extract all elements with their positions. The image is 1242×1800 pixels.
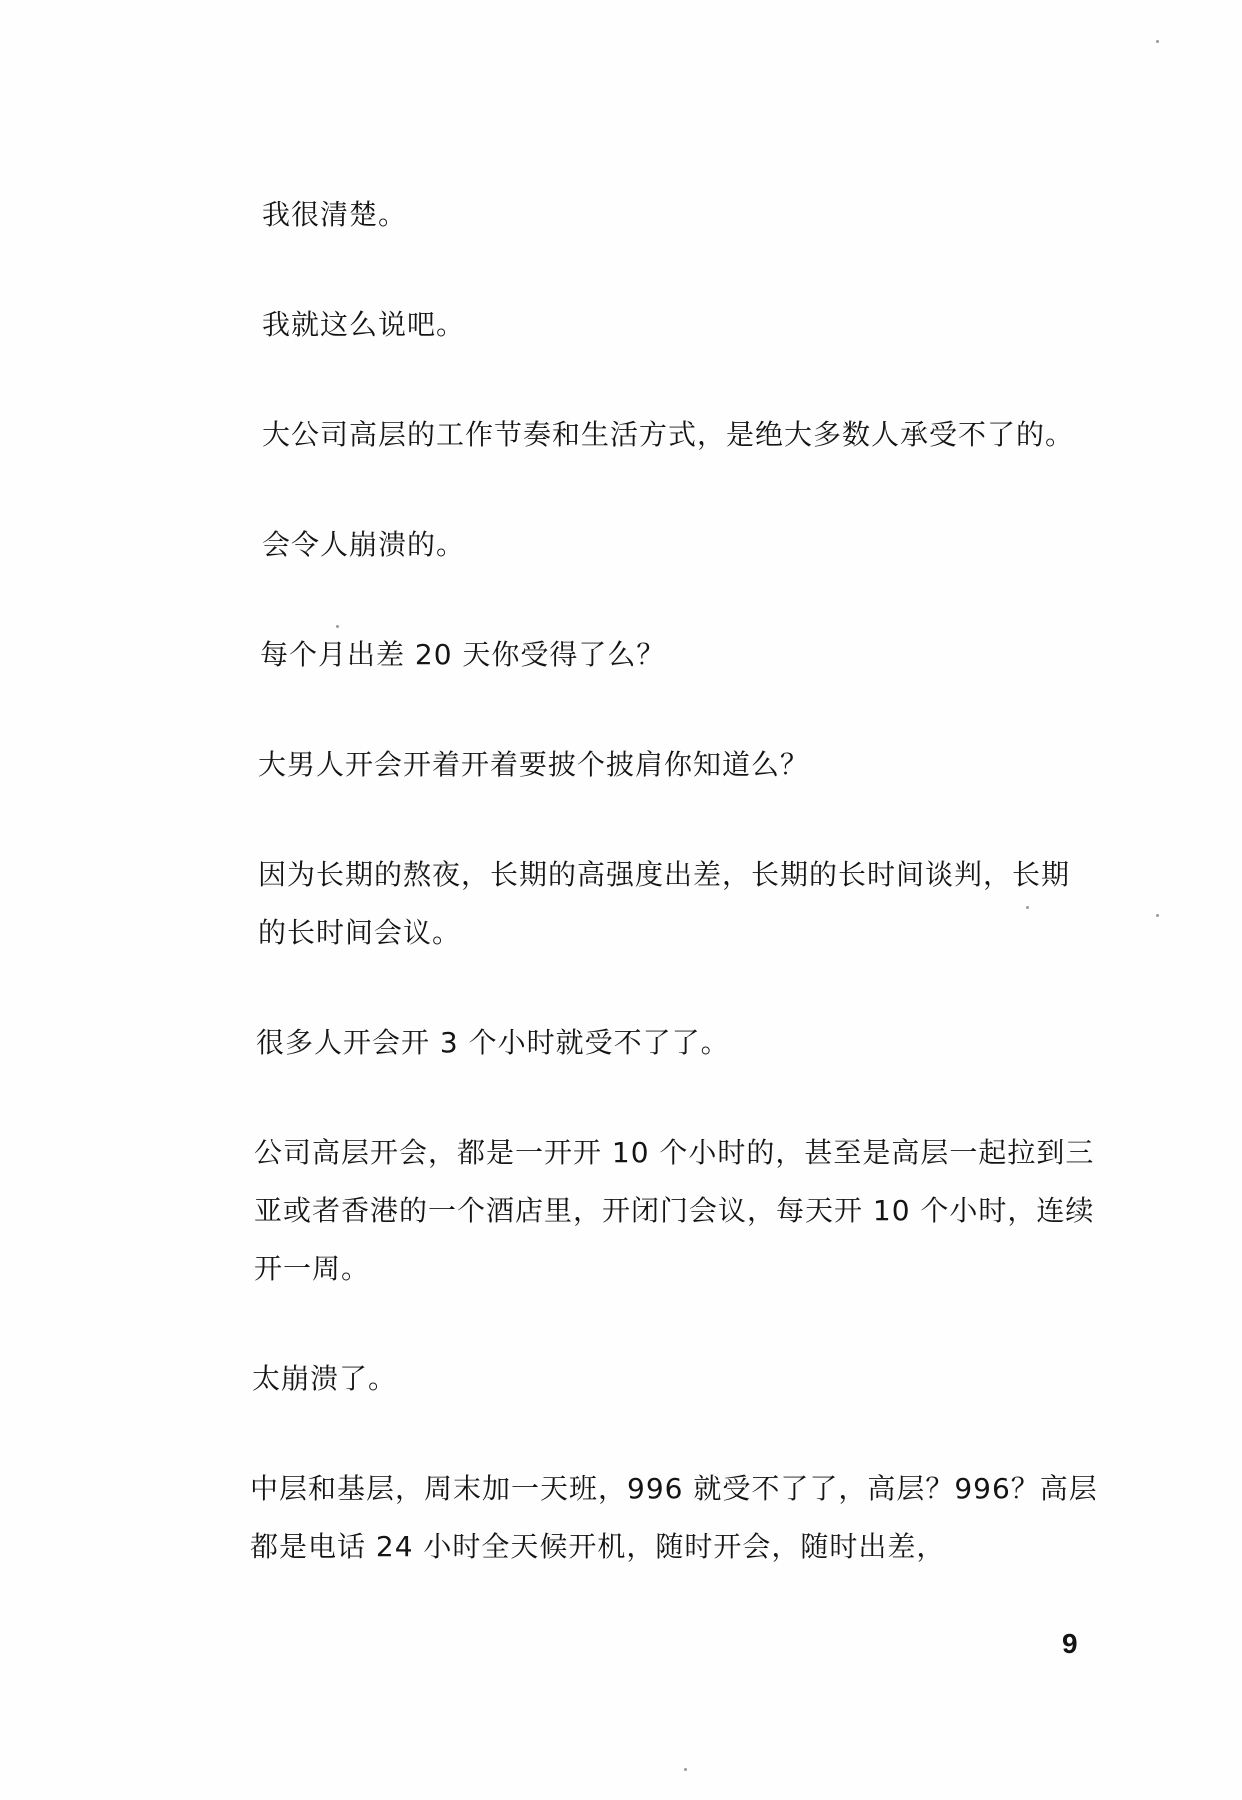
paragraph-2 [262, 296, 465, 354]
text-line: 因为长期的熬夜，长期的高强度出差，长期的长时间谈判，长期 [258, 858, 1071, 891]
text-line: 的长时间会议。 [258, 916, 462, 949]
paragraph-8 [256, 1014, 730, 1072]
paragraph-1 [262, 186, 407, 244]
scan-speck [336, 625, 339, 628]
paragraph-5 [260, 626, 665, 684]
paragraph-4 [262, 516, 465, 574]
scan-speck [684, 1768, 687, 1771]
paragraph-10 [252, 1350, 397, 1408]
text-line: 大男人开会开着开着要披个披肩你知道么？ [258, 748, 810, 781]
text-line: 亚或者香港的一个酒店里，开闭门会议，每天开 10 个小时，连续 [254, 1194, 1095, 1227]
paragraph-9 [254, 1124, 1094, 1298]
page-number: 9 [1062, 1628, 1078, 1659]
text-line: 我很清楚。 [262, 198, 408, 231]
text-line: 太崩溃了。 [252, 1362, 398, 1395]
scan-speck [1026, 906, 1029, 909]
paragraph-7 [258, 846, 1070, 962]
text-line: 中层和基层，周末加一天班，996 就受不了了，高层？996？高层 [250, 1472, 1098, 1505]
text-line: 我就这么说吧。 [262, 308, 466, 341]
text-line: 都是电话 24 小时全天候开机，随时开会，随时出差， [250, 1530, 946, 1563]
paragraph-11 [250, 1460, 1098, 1576]
text-line: 开一周。 [254, 1252, 371, 1285]
text-line: 很多人开会开 3 个小时就受不了了。 [256, 1026, 730, 1059]
scan-speck [1156, 914, 1159, 917]
paragraph-6 [258, 736, 809, 794]
text-line: 每个月出差 20 天你受得了么？ [260, 638, 666, 671]
text-line: 大公司高层的工作节奏和生活方式，是绝大多数人承受不了的。 [262, 418, 1075, 451]
text-line: 公司高层开会，都是一开开 10 个小时的，甚至是高层一起拉到三 [254, 1136, 1095, 1169]
scan-speck [1156, 40, 1159, 43]
paragraph-3 [262, 406, 1074, 464]
text-line: 会令人崩溃的。 [262, 528, 466, 561]
